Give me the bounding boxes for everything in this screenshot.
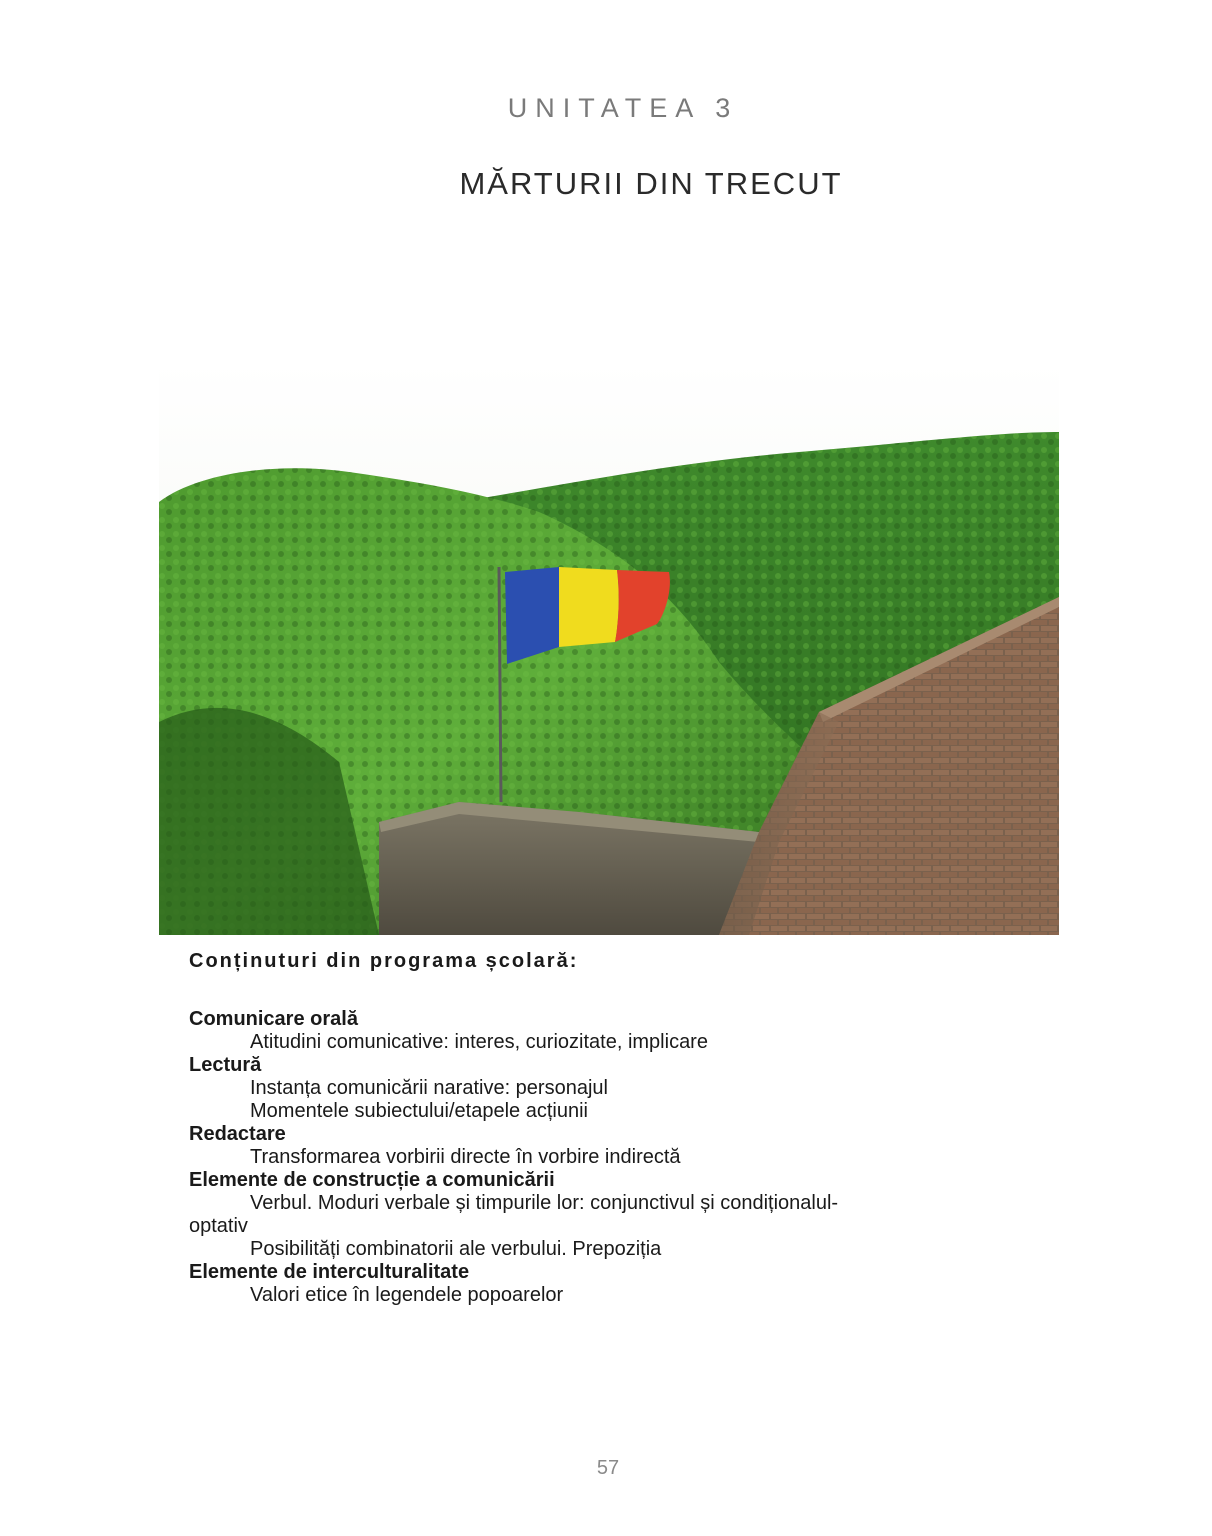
section-item: Transformarea vorbirii directe în vorbire indirectă [250, 1146, 681, 1168]
section-item: Momentele subiectului/etapele acțiunii [250, 1100, 588, 1122]
section-title: Comunicare orală [189, 1008, 358, 1030]
unit-title: MĂRTURII DIN TRECUT [459, 166, 843, 201]
content-heading: Conținuturi din programa școlară: [189, 950, 579, 972]
section-title: Lectură [189, 1054, 262, 1076]
section-lectura [189, 1054, 969, 1123]
section-title: Redactare [189, 1123, 286, 1145]
section-elemente-constructie [189, 1169, 969, 1261]
unit-label: UNITATEA 3 [507, 93, 739, 123]
section-item-text: optativ [189, 1215, 248, 1237]
section-item: Valori etice în legendele popoarelor [250, 1284, 564, 1306]
section-title: Elemente de interculturalitate [189, 1261, 470, 1283]
section-title: Elemente de construcție a comunicării [189, 1169, 555, 1191]
section-comunicare-orala [189, 1008, 969, 1054]
section-redactare [189, 1123, 969, 1169]
page-number: 57 [596, 1457, 620, 1479]
section-item: Posibilități combinatorii ale verbului. Prepoziția [250, 1238, 662, 1260]
section-item: Atitudini comunicative: interes, curiozitate, implicare [250, 1031, 708, 1053]
curriculum-content [189, 950, 969, 1307]
section-item-continuation [189, 1215, 969, 1238]
fortress-flag-photo [159, 362, 1059, 935]
section-item: Instanța comunicării narative: personajul [250, 1077, 608, 1099]
section-item: Verbul. Moduri verbale și timpurile lor: conjunctivul și condiționalul- [250, 1192, 839, 1214]
section-interculturalitate [189, 1261, 969, 1307]
